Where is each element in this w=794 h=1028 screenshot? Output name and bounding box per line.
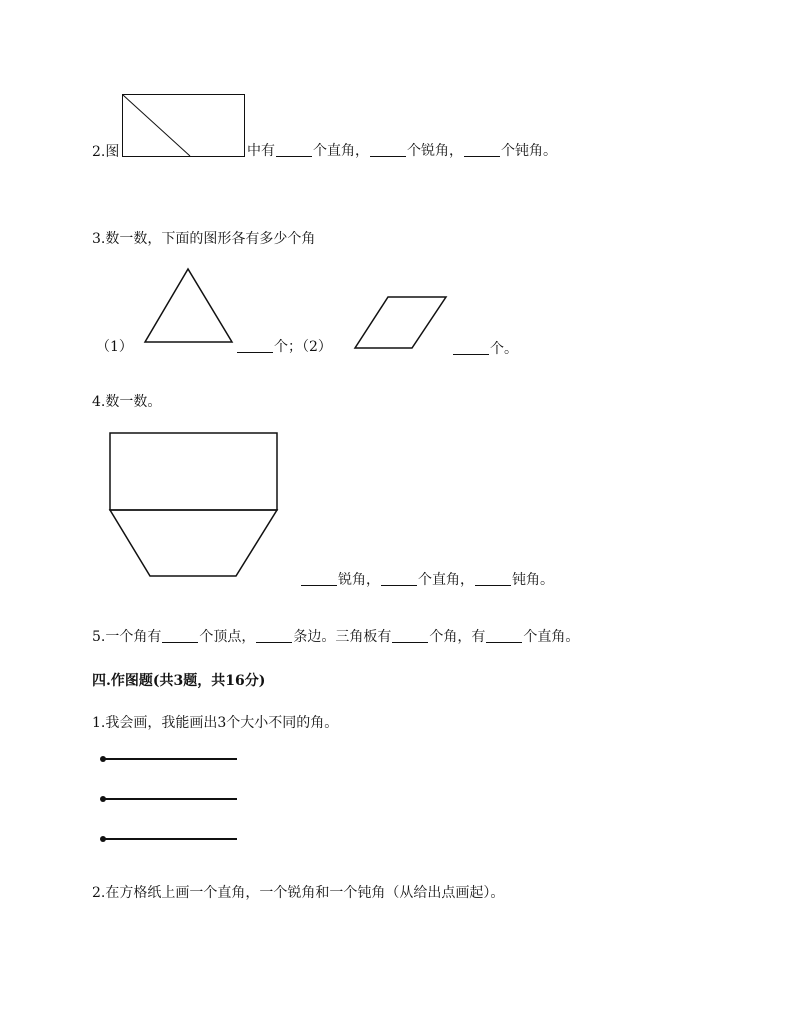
answer-blank[interactable] <box>237 338 273 353</box>
question-4-title: 4.数一数。 <box>92 394 162 410</box>
q4-text-b: 个直角， <box>418 572 474 588</box>
answer-blank[interactable] <box>276 142 312 157</box>
parallelogram-figure <box>354 296 448 350</box>
q4-text-c: 钝角。 <box>512 572 554 588</box>
answer-blank[interactable] <box>475 571 511 586</box>
q2-text-d: 个钝角。 <box>501 143 557 159</box>
q2-text-a: 中有 <box>247 143 275 159</box>
rectangle-outline <box>123 95 245 157</box>
question-5 <box>92 628 579 646</box>
rectangle-with-diagonal-figure <box>122 94 246 158</box>
ray-2 <box>100 796 237 802</box>
q3-unit-2: 个。 <box>490 341 518 357</box>
q3-unit-1: 个；（2） <box>274 339 332 355</box>
q2-text-c: 个锐角， <box>407 143 463 159</box>
rectangle-part <box>110 433 277 510</box>
q2-text-b: 个直角， <box>313 143 369 159</box>
q3-label-1: （1） <box>96 339 133 355</box>
q5-text-e: 个直角。 <box>523 629 580 645</box>
q5-text-d: 个角，有 <box>429 629 486 645</box>
q3-answer-2 <box>452 340 518 358</box>
answer-blank[interactable] <box>381 571 417 586</box>
draw-question-2-title: 2.在方格纸上画一个直角，一个锐角和一个钝角（从给出点画起）。 <box>92 885 505 901</box>
q3-answer-1 <box>236 338 332 356</box>
composite-shape-figure <box>109 432 279 578</box>
q5-text-b: 个顶点， <box>199 629 256 645</box>
answer-blank[interactable] <box>392 628 428 643</box>
answer-blank[interactable] <box>464 142 500 157</box>
diagonal-line <box>123 95 190 156</box>
q4-answers <box>300 571 554 589</box>
draw-question-1-title: 1.我会画，我能画出3个大小不同的角。 <box>92 715 339 731</box>
ray-3 <box>100 836 237 842</box>
answer-blank[interactable] <box>301 571 337 586</box>
question-3-title: 3.数一数，下面的图形各有多少个角 <box>92 231 316 247</box>
trapezoid-part <box>110 510 277 576</box>
answer-blank[interactable] <box>453 340 489 355</box>
q2-prefix: 2.图 <box>92 144 120 160</box>
parallelogram-outline <box>355 297 446 348</box>
answer-blank[interactable] <box>486 628 522 643</box>
triangle-figure <box>144 268 236 344</box>
q5-text-a: 5.一个角有 <box>92 629 162 645</box>
ray-1 <box>100 756 237 762</box>
answer-blank[interactable] <box>162 628 198 643</box>
q4-text-a: 锐角， <box>338 572 380 588</box>
q5-text-c: 条边。三角板有 <box>293 629 392 645</box>
question-2-tail <box>247 142 557 160</box>
answer-blank[interactable] <box>256 628 292 643</box>
ray-lines-figure <box>98 752 240 844</box>
triangle-outline <box>145 269 232 342</box>
answer-blank[interactable] <box>370 142 406 157</box>
section-title: 四.作图题(共3题，共16分) <box>92 673 266 689</box>
question-2 <box>92 143 119 161</box>
